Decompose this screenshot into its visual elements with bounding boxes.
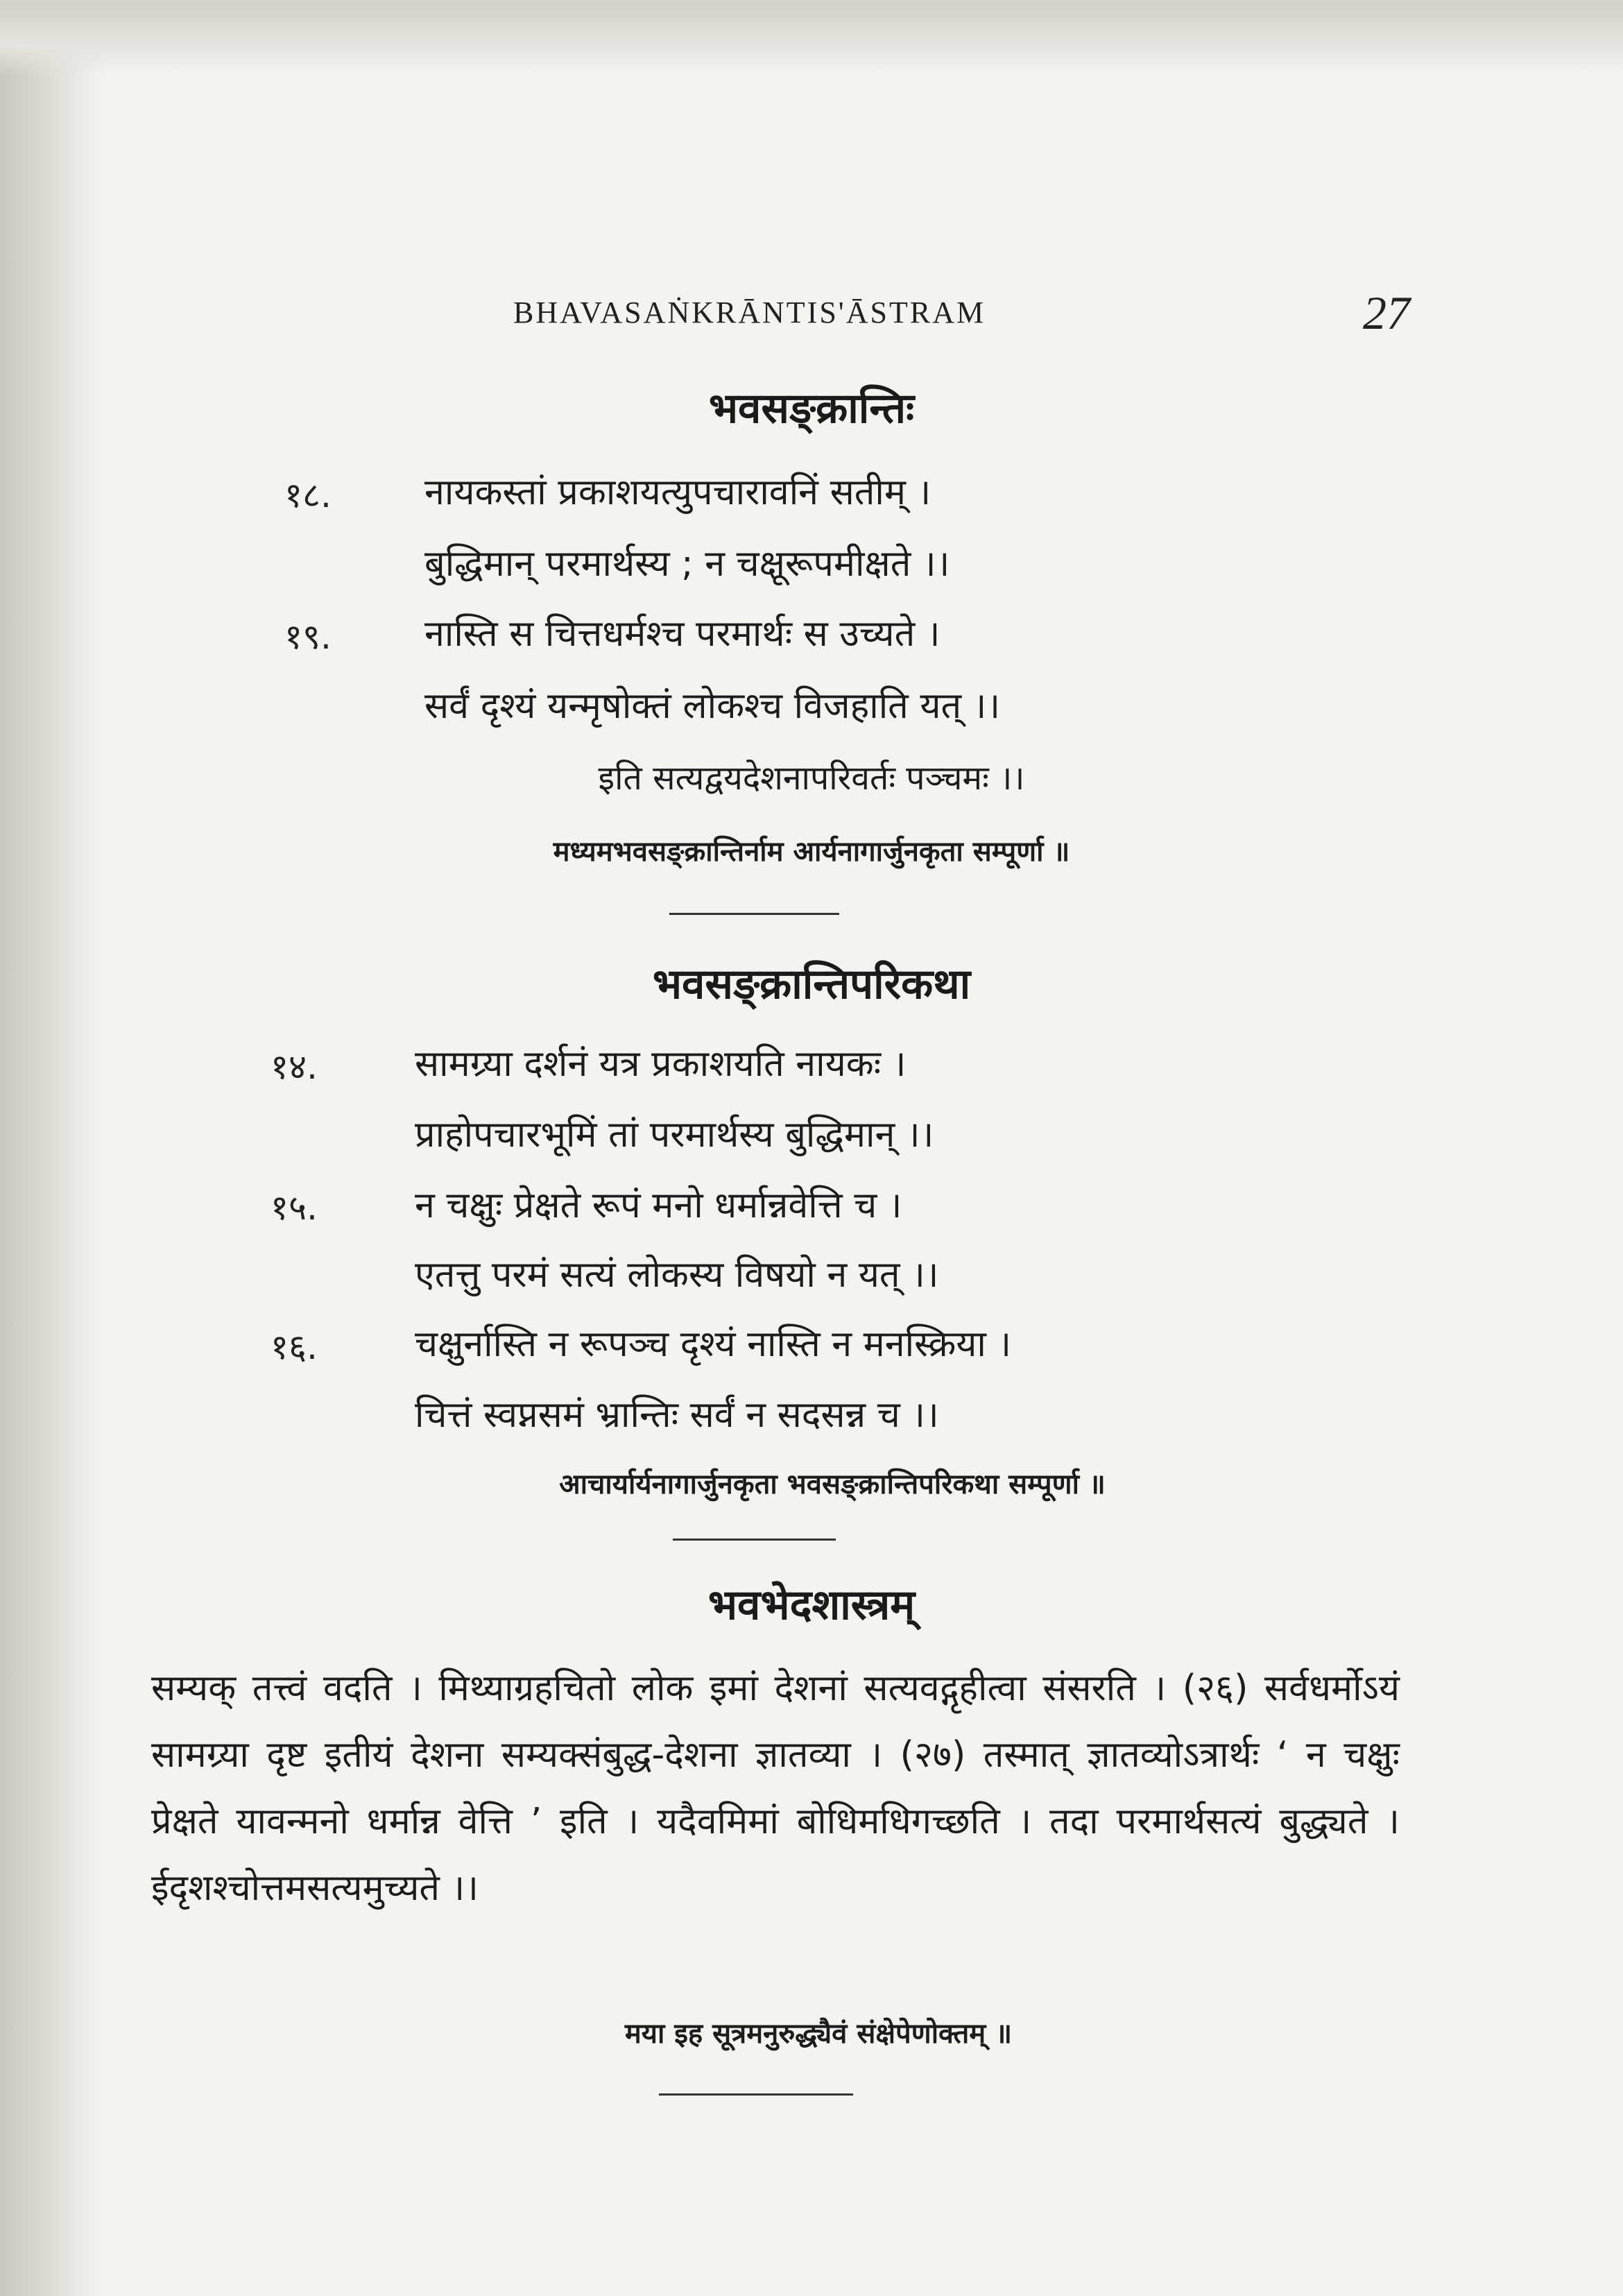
scan-top-shadow (0, 0, 1623, 76)
page-number: 27 (1363, 286, 1410, 339)
chapter-colophon: इति सत्यद्वयदेशनापरिवर्तः पञ्चमः ।। (598, 759, 1025, 798)
section-divider (673, 1539, 836, 1541)
verse-number: १८. (284, 475, 332, 515)
verse-line: बुद्धिमान् परमार्थस्य ; न चक्षूरूपमीक्षते ।। (424, 543, 950, 585)
verse-line: चित्तं स्वप्नसमं भ्रान्तिः सर्वं न सदसन्न च ।। (415, 1394, 939, 1436)
verse-line: चक्षुर्नास्ति न रूपञ्च दृश्यं नास्ति न मनस्क्रिया । (415, 1323, 1012, 1365)
verse-number: १५. (270, 1188, 318, 1228)
section-title-parikatha: भवसङ्क्रान्तिपरिकथा (652, 960, 971, 1009)
closing-divider (659, 2093, 853, 2096)
verse-line: एतत्तु परमं सत्यं लोकस्य विषयो न यत् ।। (415, 1254, 939, 1296)
verse-line: नायकस्तां प्रकाशयत्युपचारावनिं सतीम् । (424, 472, 931, 513)
verse-line: प्राहोपचारभूमिं तां परमार्थस्य बुद्धिमान् ।। (415, 1114, 934, 1156)
verse-line: नास्ति स चित्तधर्मश्च परमार्थः स उच्यते । (424, 613, 941, 655)
section-title-bhavasankranti: भवसङ्क्रान्तिः (708, 384, 915, 433)
section-divider (669, 913, 839, 915)
verse-line: न चक्षुः प्रेक्षते रूपं मनो धर्मान्नवेत्ति च । (415, 1185, 902, 1226)
verse-number: १४. (270, 1047, 318, 1087)
verse-number: १९. (284, 617, 332, 657)
running-header: BHAVASAṄKRĀNTIS'ĀSTRAM (513, 295, 986, 329)
closing-colophon: मया इह सूत्रमनुरुद्ध्यैवं संक्षेपेणोक्तम् ॥ (624, 2018, 1013, 2050)
prose-paragraph: सम्यक् तत्त्वं वदति । मिथ्याग्रहचितो लोक इमां देशनां सत्यवद्गृहीत्वा संसरति । (२६) सर्वधर्मोऽयं सामग्र्या दृष्ट इतीयं देशना सम्यक्संबुद्ध-देशना ज्ञातव्या । (२७) तस्मात् ज्ञातव्योऽत्रार्थः ‘ न चक्षुः प्रेक्षते यावन्मनो धर्मान्न वेत्ति ’ इति । यदैवमिमां बोधिमधिगच्छति । तदा परमार्थसत्यं बुद्ध्यते । ईदृशश्चोत्तमसत्यमुच्यते ।। (151, 1668, 1400, 1909)
verse-number: १६. (270, 1327, 318, 1367)
section-title-bhavabheda: भवभेदशास्त्रम् (707, 1581, 916, 1629)
work-colophon: मध्यमभवसङ्क्रान्तिर्नाम आर्यनागार्जुनकृता सम्पूर्णा ॥ (553, 836, 1070, 868)
verse-line: सामग्र्या दर्शनं यत्र प्रकाशयति नायकः । (415, 1043, 907, 1085)
scan-edge-shadow (0, 0, 104, 2296)
work-colophon: आचार्यार्यनागार्जुनकृता भवसङ्क्रान्तिपरिकथा सम्पूर्णा ॥ (559, 1468, 1106, 1500)
verse-line: सर्वं दृश्यं यन्मृषोक्तं लोकश्च विजहाति यत् ।। (424, 685, 1001, 727)
